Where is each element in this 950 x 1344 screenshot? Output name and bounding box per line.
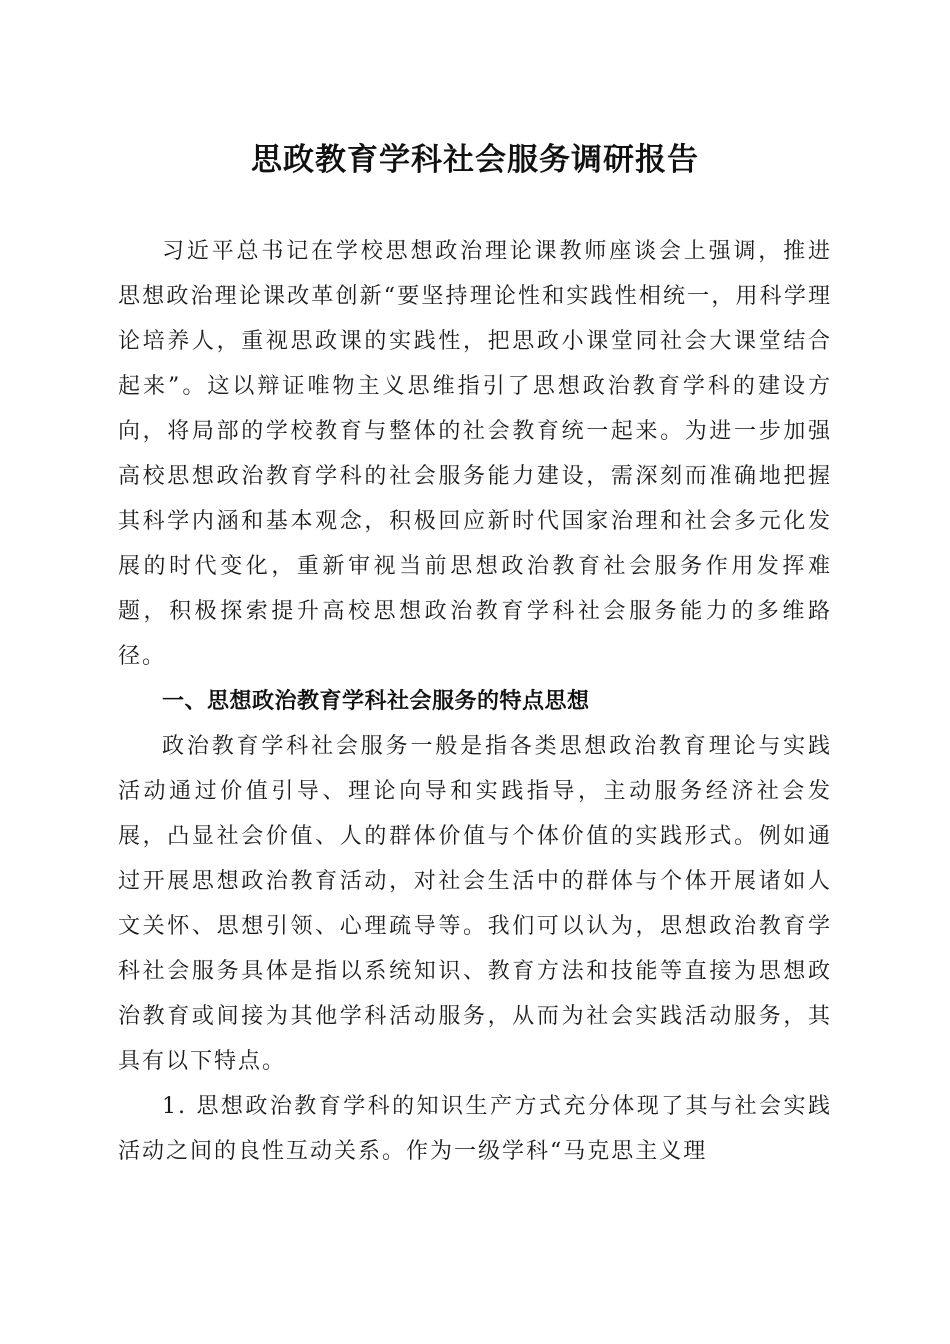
section-heading-1: 一、思想政治教育学科社会服务的特点思想 (162, 689, 590, 714)
intro-paragraph: 习近平总书记在学校思想政治理论课教师座谈会上强调，推进思想政治理论课改革创新“要坚持理论性和实践性相统一，用科学理论培养人，重视思政课的实践性，把思政小课堂同社会大课堂结合起来”。这以辩证唯物主义思维指引了思想政治教育学科的建设方向，将局部的学校教育与整体的社会教育统一起来。为进一步加强高校思想政治教育学科的社会服务能力建设，需深刻而准确地把握其科学内涵和基本观念，积极回应新时代国家治理和社会多元化发展的时代变化，重新审视当前思想政治教育社会服务作用发挥难题，积极探索提升高校思想政治教育学科社会服务能力的多维路径。 (118, 239, 832, 669)
document-page (118, 134, 832, 1174)
section-1-paragraph-2: 1. 思想政治教育学科的知识生产方式充分体现了其与社会实践活动之间的良性互动关系。作为一级学科“马克思主义理 (118, 1094, 832, 1164)
title-spacer (118, 186, 832, 229)
section-1-paragraph-1: 政治教育学科社会服务一般是指各类思想政治教育理论与实践活动通过价值引导、理论向导和实践指导，主动服务经济社会发展，凸显社会价值、人的群体价值与个体价值的实践形式。例如通过开展思想政治教育活动，对社会生活中的群体与个体开展诸如人文关怀、思想引领、心理疏导等。我们可以认为，思想政治教育学科社会服务具体是指以系统知识、教育方法和技能等直接为思想政治教育或间接为其他学科活动服务，从而为社会实践活动服务，其具有以下特点。 (118, 734, 832, 1074)
document-title: 思政教育学科社会服务调研报告 (251, 142, 699, 178)
